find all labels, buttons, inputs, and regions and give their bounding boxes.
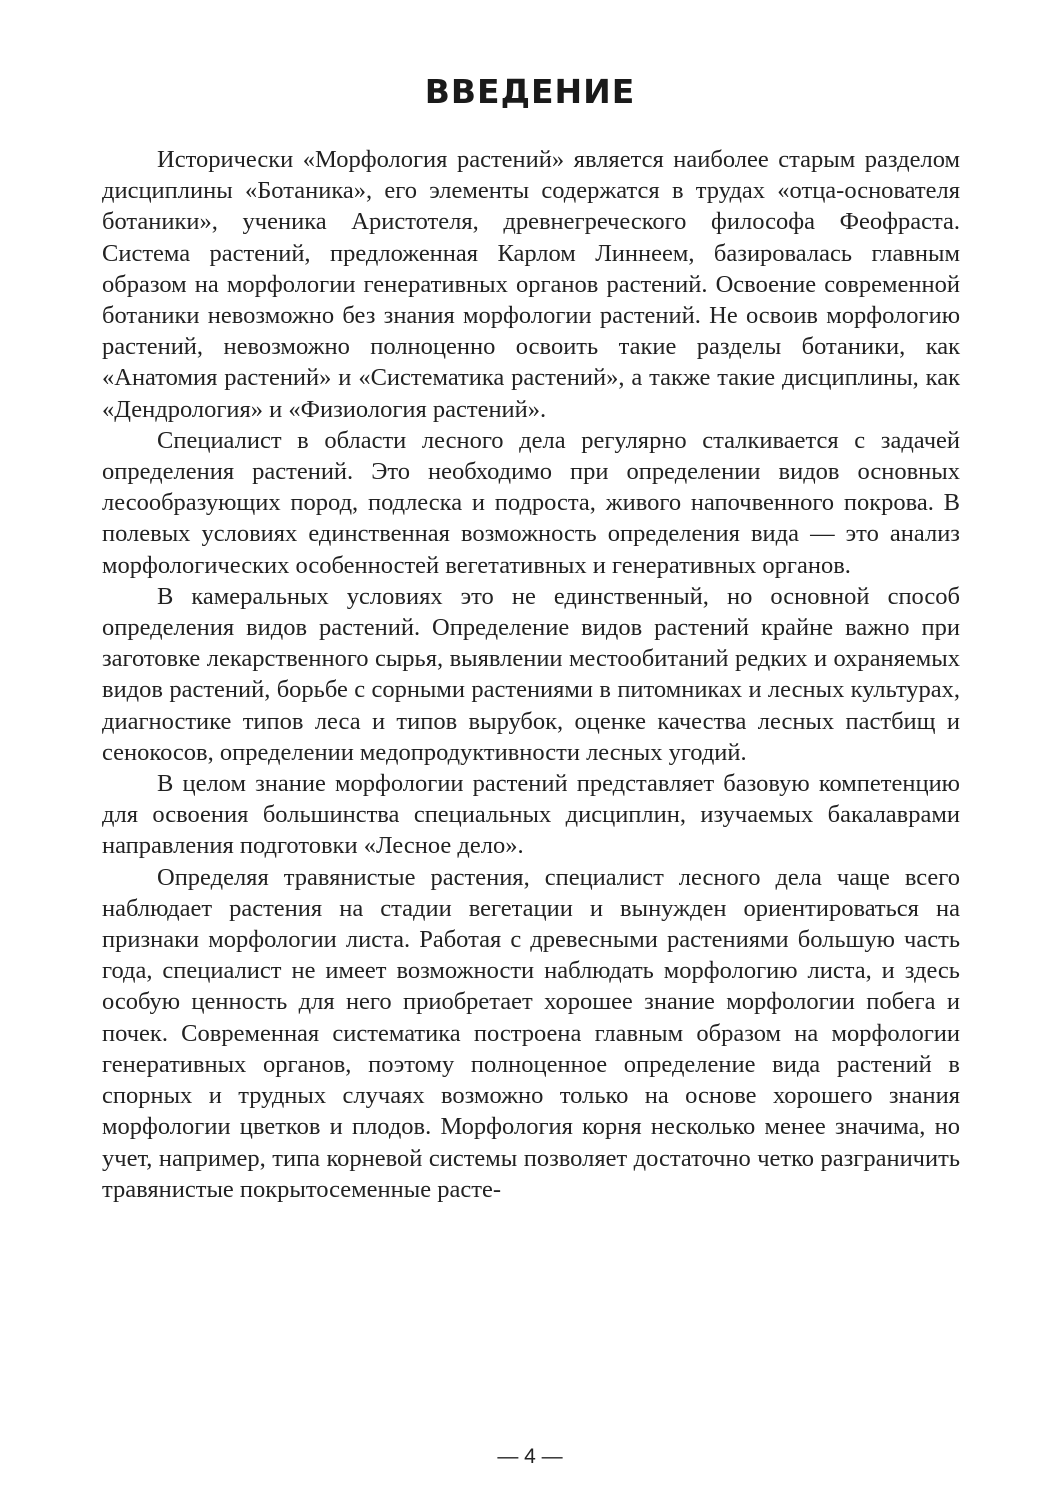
paragraph: Исторически «Морфология растений» является наиболее старым разделом дисциплины «Ботаника», его элементы содержатся в трудах «отца-основателя ботаники», ученика Аристотеля, древнегреческого философа Феофраста. Система растений, предложенная Карлом Линнеем, базировалась главным образом на морфологии генеративных органов растений. Освоение современной ботаники невозможно без знания морфологии растений. Не освоив морфологию растений, невозможно полноценно освоить такие разделы ботаники, как «Анатомия растений» и «Систематика растений», а также такие дисциплины, как «Дендрология» и «Физиология растений». [102, 146, 960, 423]
paragraph: В камеральных условиях это не единственный, но основной способ определения видов растений. Определение видов растений крайне важно при заготовке лекарственного сырья, выявлении местообитаний редких и охраняемых видов растений, борьбе с сорными растениями в питомниках и лесных культурах, диагностике типов леса и типов вырубок, оценке качества лесных пастбищ и сенокосов, определении медопродуктивности лесных угодий. [102, 582, 960, 766]
paragraph: Определяя травянистые растения, специалист лесного дела чаще всего наблюдает растения на стадии вегетации и вынужден ориентироваться на признаки морфологии листа. Работая с древесными растениями большую часть года, специалист не имеет возможности наблюдать морфологию листа, и здесь особую ценность для него приобретает хорошее знание морфологии побега и почек. Современная систематика построена главным образом на морфологии генеративных органов, поэтому полноценное определение вида растений в спорных и трудных случаях возможно только на основе хорошего знания морфологии цветков и плодов. Морфология корня несколько менее значима, но учет, например, типа корневой системы позволяет достаточно четко разграничить травянистые покрытосеменные расте- [102, 863, 960, 1203]
paragraph: В целом знание морфологии растений представляет базовую компетенцию для освоения большинства специальных дисциплин, изучаемых бакалаврами направления подготовки «Лесное дело». [102, 770, 960, 860]
page-number: — 4 — [497, 1445, 563, 1468]
body-text [102, 144, 960, 1205]
paragraph: Специалист в области лесного дела регулярно сталкивается с задачей определения растений. Это необходимо при определении видов основных лесообразующих пород, подлеска и подроста, живого напочвенного покрова. В полевых условиях единственная возможность определения вида — это анализ морфологических особенностей вегетативных и генеративных органов. [102, 426, 960, 579]
page-title: ВВЕДЕНИЕ [424, 72, 636, 111]
